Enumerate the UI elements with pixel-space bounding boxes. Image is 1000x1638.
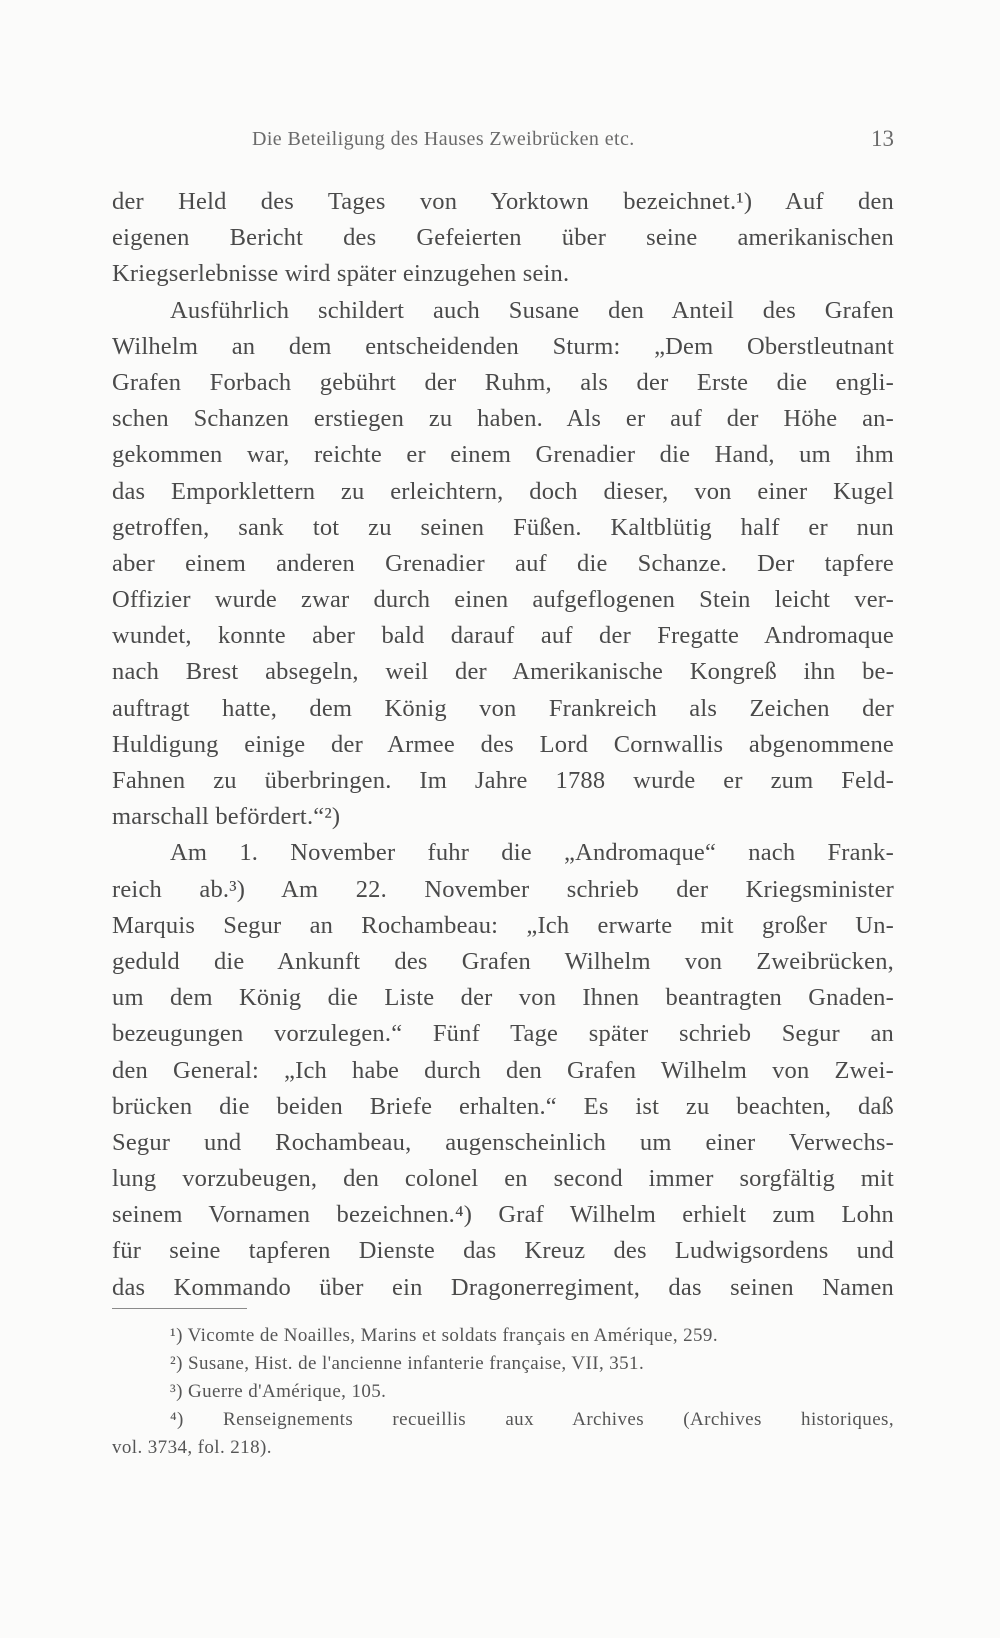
footnote-line: ⁴) Renseignements recueillis aux Archives (Archives historiques,: [170, 1409, 894, 1430]
body-line: seinem Vornamen bezeichnen.⁴) Graf Wilhelm erhielt zum Lohn: [112, 1201, 894, 1229]
body-line: auftragt hatte, dem König von Frankreich als Zeichen der: [112, 694, 894, 722]
body-line: den General: „Ich habe durch den Grafen Wilhelm von Zwei-: [112, 1056, 894, 1084]
body-line: Fahnen zu überbringen. Im Jahre 1788 wurde er zum Feld-: [112, 767, 894, 794]
body-line: reich ab.³) Am 22. November schrieb der Kriegsminister: [112, 875, 894, 903]
body-line: Am 1. November fuhr die „Andromaque“ nach Frank-: [170, 839, 894, 867]
body-line: schen Schanzen erstiegen zu haben. Als er auf der Höhe an-: [112, 405, 894, 433]
body-line: Segur und Rochambeau, augenscheinlich um einer Verwechs-: [112, 1128, 894, 1156]
body-line: Huldigung einige der Armee des Lord Cornwallis abgenommene: [112, 730, 894, 758]
body-line: marschall befördert.“²): [112, 803, 341, 831]
body-line: aber einem anderen Grenadier auf die Schanze. Der tapfere: [112, 549, 894, 577]
body-line: Kriegserlebnisse wird später einzugehen sein.: [112, 260, 570, 288]
body-line: brücken die beiden Briefe erhalten.“ Es ist zu beachten, daß: [112, 1092, 894, 1120]
body-line: wundet, konnte aber bald darauf auf der Fregatte Andromaque: [112, 622, 894, 650]
body-line: nach Brest absegeln, weil der Amerikanische Kongreß ihn be-: [112, 658, 894, 686]
body-line: für seine tapferen Dienste das Kreuz des Ludwigsordens und: [112, 1237, 894, 1265]
body-line: um dem König die Liste der von Ihnen beantragten Gnaden-: [112, 984, 894, 1012]
body-line: geduld die Ankunft des Grafen Wilhelm von Zweibrücken,: [112, 947, 894, 975]
body-line: das Kommando über ein Dragonerregiment, das seinen Namen: [112, 1273, 894, 1301]
body-line: lung vorzubeugen, den colonel en second immer sorgfältig mit: [112, 1165, 894, 1193]
body-line: eigenen Bericht des Gefeierten über seine amerikanischen: [112, 224, 894, 252]
body-line: bezeugungen vorzulegen.“ Fünf Tage später schrieb Segur an: [112, 1020, 894, 1048]
footnote-line: ³) Guerre d'Amérique, 105.: [170, 1381, 387, 1402]
footnote-divider: [112, 1308, 247, 1309]
body-line: Wilhelm an dem entscheidenden Sturm: „Dem Oberstleutnant: [112, 332, 894, 360]
body-line: getroffen, sank tot zu seinen Füßen. Kaltblütig half er nun: [112, 513, 894, 541]
body-line: der Held des Tages von Yorktown bezeichnet.¹) Auf den: [112, 188, 894, 215]
body-line: Grafen Forbach gebührt der Ruhm, als der Erste die engli-: [112, 368, 894, 396]
body-line: Marquis Segur an Rochambeau: „Ich erwarte mit großer Un-: [112, 911, 894, 939]
footnote-line: ²) Susane, Hist. de l'ancienne infanterie française, VII, 351.: [170, 1353, 645, 1374]
footnote-line: ¹) Vicomte de Noailles, Marins et soldats français en Amérique, 259.: [170, 1325, 718, 1346]
body-text: [112, 184, 894, 1306]
body-line: Offizier wurde zwar durch einen aufgeflogenen Stein leicht ver-: [112, 586, 894, 614]
footnote-line: vol. 3734, fol. 218).: [112, 1437, 272, 1458]
body-line: das Emporklettern zu erleichtern, doch dieser, von einer Kugel: [112, 477, 894, 505]
page-number: 13: [871, 126, 894, 151]
running-title: Die Beteiligung des Hauses Zweibrücken etc.: [252, 128, 635, 150]
body-line: gekommen war, reichte er einem Grenadier die Hand, um ihm: [112, 441, 894, 469]
footnotes: [112, 1322, 894, 1462]
running-head: [112, 128, 894, 156]
body-line: Ausführlich schildert auch Susane den Anteil des Grafen: [170, 296, 894, 324]
